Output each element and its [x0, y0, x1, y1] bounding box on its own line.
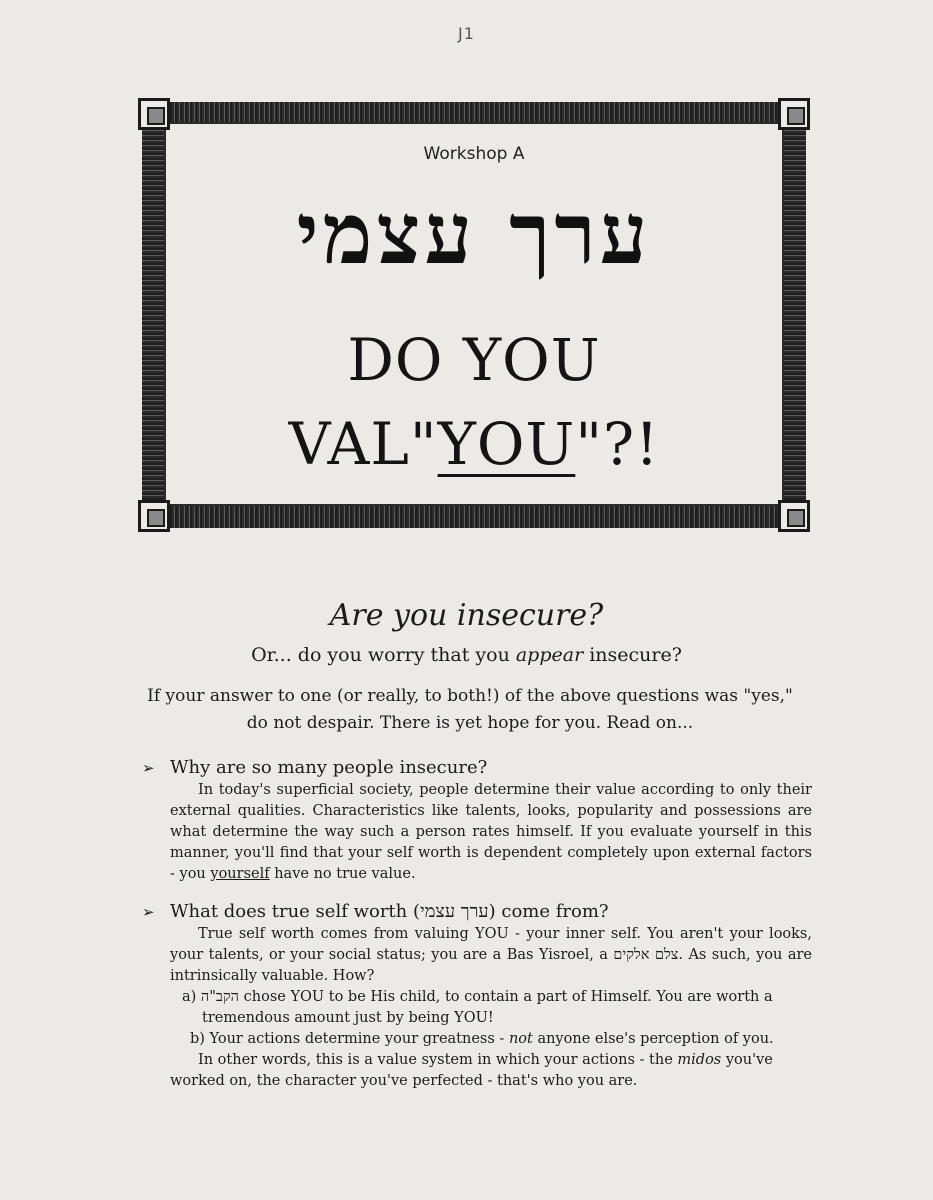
title-punct: "?!: [575, 410, 660, 478]
list-b-text: b) Your actions determine your greatness -: [190, 1031, 509, 1047]
section-true-self-worth: [142, 900, 812, 1092]
workshop-label: Workshop A: [423, 144, 525, 164]
p1-post: . As such, you are intrinsically valuable. How?: [170, 947, 812, 984]
section-question: [142, 756, 812, 780]
list-b-emphasis: not: [508, 1031, 533, 1047]
sub-post: insecure?: [583, 644, 682, 666]
frame-corner-ornament: [778, 500, 810, 532]
intro-line-2: do not despair. There is yet hope for you. Read on...: [246, 713, 694, 733]
closing-paragraph: [142, 1050, 812, 1092]
question-post: ) come from?: [488, 901, 609, 922]
title-line-1: DO YOU: [347, 326, 601, 394]
list-b-post: anyone else's perception of you.: [532, 1031, 774, 1047]
sub-emphasis: appear: [515, 644, 584, 666]
page-number: J1: [458, 24, 475, 43]
hebrew-title: ערך עצמי: [296, 184, 652, 283]
intro-line-1: If your answer to one (or really, to both!) of the above questions was "yes,": [147, 686, 793, 706]
p2-post: you've worked on, the character you've perfected - that's who you are.: [170, 1052, 773, 1089]
p2-emphasis: midos: [677, 1052, 722, 1068]
question-hebrew: ערך עצמי: [420, 901, 489, 922]
list-item-a: [142, 987, 812, 1029]
intro-subheading: [0, 644, 933, 666]
list-a-text: chose YOU to be His child, to contain a part of Himself. You are worth a tremendous amount just by being YOU!: [202, 989, 773, 1026]
frame-border-top: [142, 102, 806, 122]
title-line-2: [142, 410, 806, 478]
frame-corner-ornament: [138, 98, 170, 130]
title-val: VAL": [288, 410, 438, 478]
intro-paragraph: [120, 683, 820, 737]
p1-pre: True self worth comes from valuing YOU - your inner self. You aren't your looks, your talents, or your social status; you are a Bas Yisroel, a: [170, 926, 812, 963]
underlined-word: yourself: [210, 866, 270, 882]
question-text: Why are so many people insecure?: [170, 757, 488, 778]
p2-pre: In other words, this is a value system in which your actions - the: [198, 1052, 678, 1068]
frame-corner-ornament: [138, 500, 170, 532]
list-a-hebrew: הקב"ה: [200, 989, 240, 1005]
arrow-bullet-icon: ➢: [142, 903, 155, 921]
title-you: YOU: [437, 410, 576, 478]
title-frame: [142, 102, 806, 528]
section-paragraph: [142, 780, 812, 885]
sub-pre: Or... do you worry that you: [251, 644, 516, 666]
para-text: In today's superficial society, people determine their value according to only their external qualities. Characteristics like talents, looks, popularity and possessions are what determine the way such a person rates himself. If you evaluate yourself in this manner, you'll find that your self worth is dependent completely upon external factors - you: [170, 782, 812, 882]
section-question: [142, 900, 812, 924]
p1-hebrew: צלם אלקים: [613, 947, 679, 963]
question-pre: What does true self worth (: [170, 901, 421, 922]
section-why-insecure: [142, 756, 812, 885]
frame-corner-ornament: [778, 98, 810, 130]
list-label-a: a): [182, 989, 197, 1005]
section-paragraph: [142, 924, 812, 987]
frame-border-bottom: [142, 506, 806, 528]
intro-heading: Are you insecure?: [329, 598, 604, 633]
arrow-bullet-icon: ➢: [142, 759, 155, 777]
para-text-end: have no true value.: [269, 866, 416, 882]
list-item-b: [142, 1029, 812, 1050]
